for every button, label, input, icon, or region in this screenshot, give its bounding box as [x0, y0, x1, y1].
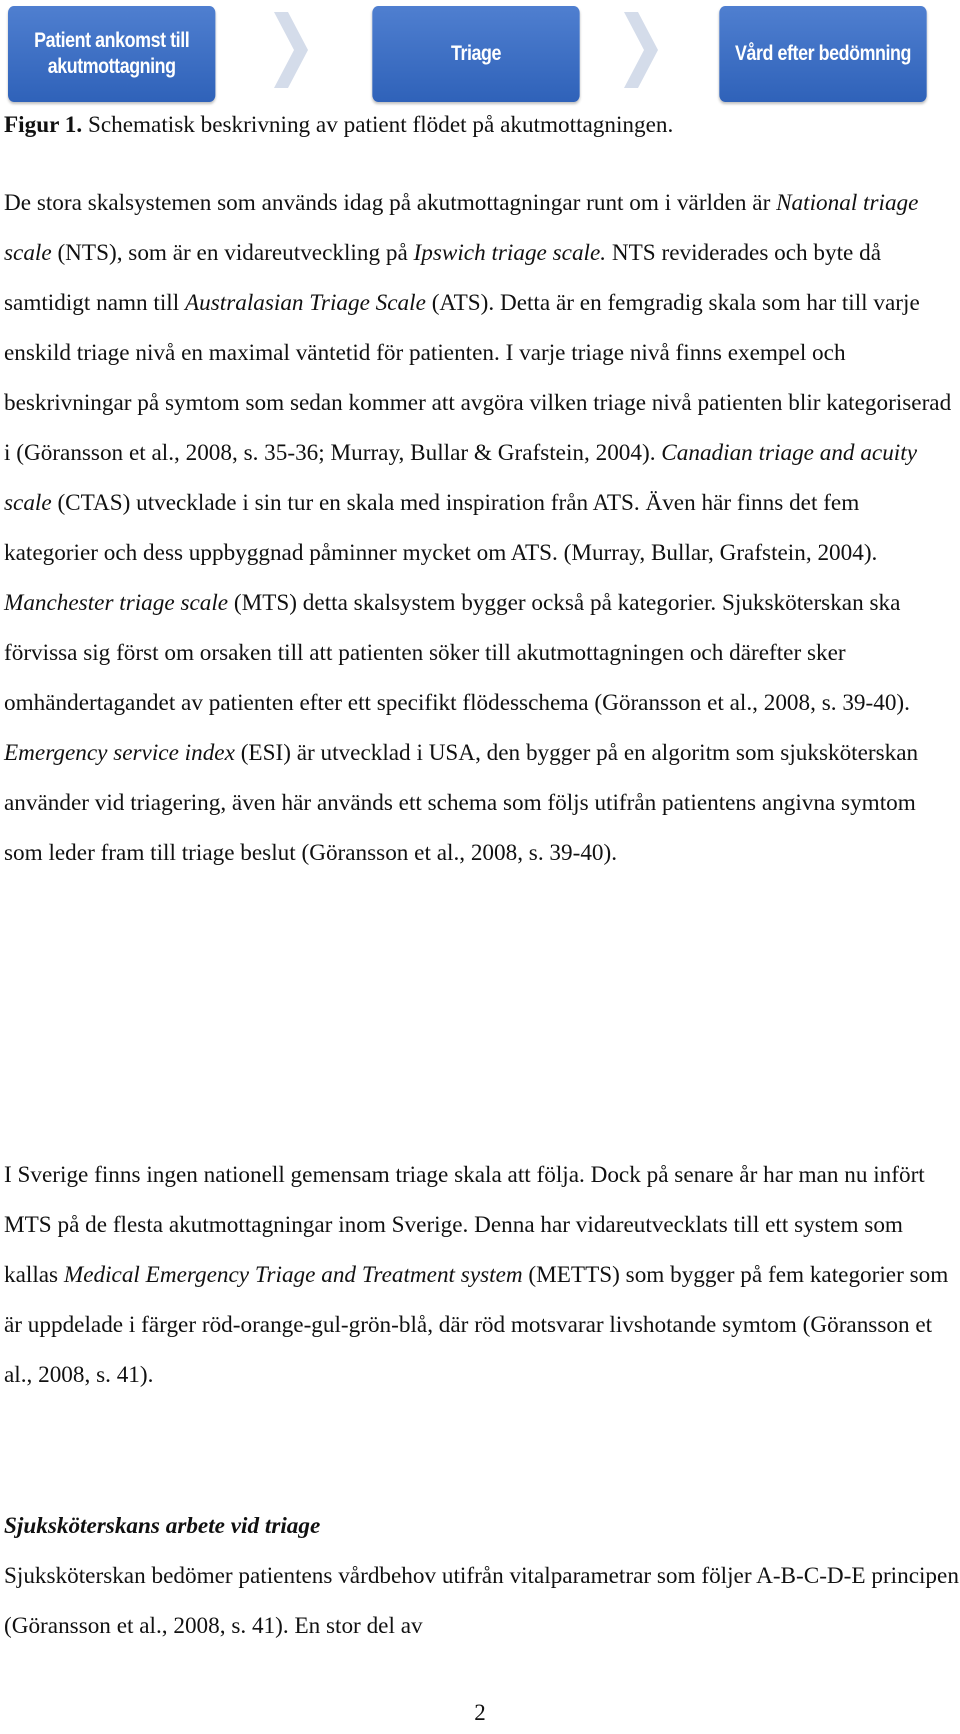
p1-term-mts: Manchester triage scale [4, 590, 229, 616]
flow-step-arrival-line1: Patient ankomst till [34, 28, 190, 52]
p1-text-4: (ATS). Detta är en femgradig skala som har till varje enskild triage nivå en maximal väntetid för patienten. I varje triage nivå finns exempel och beskrivningar på symtom som sedan kommer att avgöra vilken triage nivå patienten blir kategoriserad i (Göransson et al., 2008, s. 35-36; Murray, Bullar & Grafstein, 2004). [4, 290, 952, 466]
flow-step-arrival [8, 6, 215, 102]
p1-term-esi: Emergency service index [4, 740, 235, 766]
p2-text-1: I Sverige finns ingen nationell gemensam triage skala att följa. Dock på senare år har man nu infört MTS på de flesta akutmottagningar inom Sverige. Denna har vidareutvecklats till ett system som kallas [4, 1162, 925, 1288]
paragraph-scales [4, 178, 959, 878]
flow-step-arrival-line2: akutmottagning [47, 55, 176, 78]
figure-caption-text: Schematisk beskrivning av patient flödet på akutmottagningen. [87, 112, 674, 138]
p1-text-1: De stora skalsystemen som används idag på akutmottagningar runt om i världen är [4, 190, 777, 216]
p1-text-6: (MTS) detta skalsystem bygger också på kategorier. Sjuksköterskan ska förvissa sig först om orsaken till att patienten söker till akutmottagningen och därefter sker omhändertagandet av patienten efter ett specifikt flödesschema (Göransson et al., 2008, s. 39-40). [4, 590, 910, 716]
flow-step-care-label: Vård efter bedömning [735, 41, 911, 65]
flow-arrow-icon [274, 2, 308, 98]
p1-term-ipswich: Ipswich triage scale. [413, 240, 607, 266]
p1-text-3: NTS reviderades och byte då samtidigt namn till [4, 240, 882, 316]
section-text: Sjuksköterskan bedömer patientens vårdbehov utifrån vitalparametrar som följer A-B-C-D-E principen (Göransson et al., 2008, s. 41). En stor del av [4, 1563, 959, 1639]
page-number: 2 [474, 1700, 486, 1725]
p1-term-ctas: Canadian triage and acuity scale [4, 440, 917, 516]
flow-arrow-icon [624, 2, 658, 98]
paragraph-sweden [4, 1150, 959, 1400]
section-heading: Sjuksköterskans arbete vid triage [4, 1513, 321, 1539]
p1-text-2: (NTS), som är en vidareutveckling på [51, 240, 414, 266]
patient-flow-diagram [0, 0, 960, 110]
p1-text-7: (ESI) är utvecklad i USA, den bygger på en algoritm som sjuksköterskan använder vid triagering, även här används ett schema som följs utifrån patientens angivna symtom som leder fram till triage beslut (Göransson et al., 2008, s. 39-40). [4, 740, 919, 866]
p2-term-metts: Medical Emergency Triage and Treatment system [63, 1262, 523, 1288]
section-nurse-triage [4, 1501, 959, 1651]
flow-step-care [719, 6, 926, 102]
flow-step-triage [372, 6, 579, 102]
p1-text-5: (CTAS) utvecklade i sin tur en skala med inspiration från ATS. Även här finns det fem kategorier och dess uppbyggnad påminner mycket om ATS. (Murray, Bullar, Grafstein, 2004). [4, 490, 878, 566]
p1-term-nts: National triage scale [4, 190, 919, 266]
flow-step-triage-label: Triage [450, 41, 502, 65]
p1-term-ats: Australasian Triage Scale [184, 290, 426, 316]
figure-caption [4, 102, 673, 148]
figure-label: Figur 1. [4, 112, 83, 138]
p2-text-2: (METTS) som bygger på fem kategorier som är uppdelade i färger röd-orange-gul-grön-blå, där röd motsvarar livshotande symtom (Göransson et al., 2008, s. 41). [4, 1262, 949, 1388]
